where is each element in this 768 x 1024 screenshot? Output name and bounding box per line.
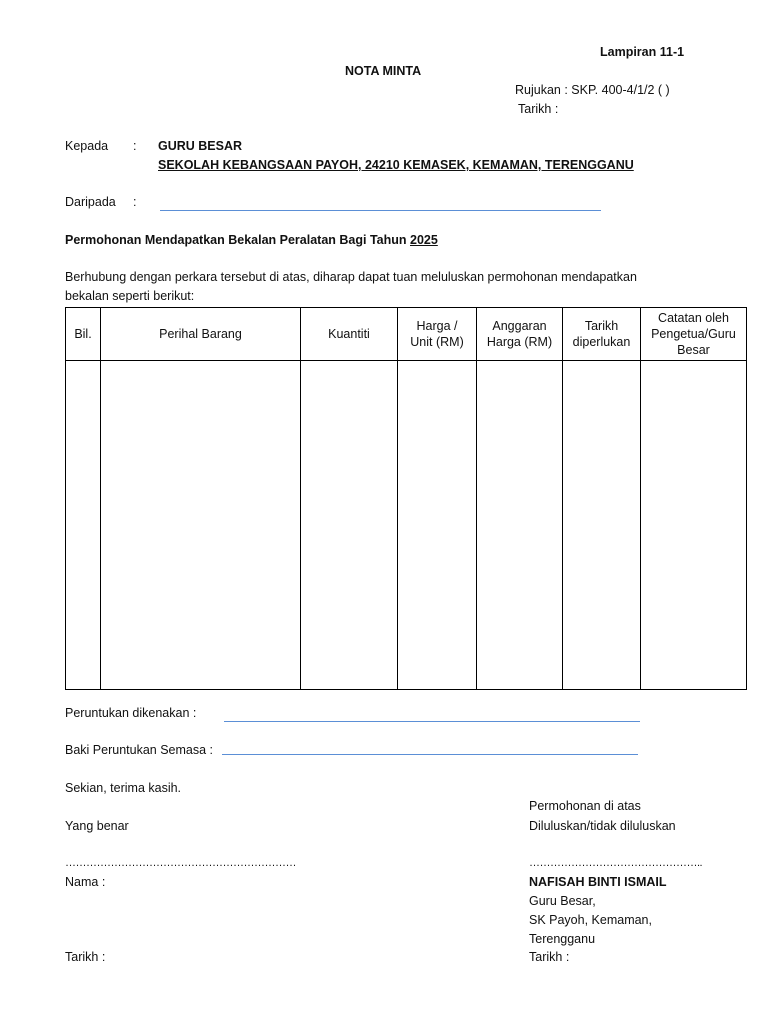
cell-anggaran-harga[interactable] xyxy=(477,361,563,690)
approver-name: NAFISAH BINTI ISMAIL xyxy=(529,875,667,889)
column-header-tarikh-diperlukan: Tarikh diperlukan xyxy=(563,308,641,361)
column-header-anggaran-harga: Anggaran Harga (RM) xyxy=(477,308,563,361)
cell-kuantiti[interactable] xyxy=(301,361,398,690)
closing-signoff: Yang benar xyxy=(65,819,129,833)
daripada-label: Daripada xyxy=(65,195,116,209)
cell-tarikh-diperlukan[interactable] xyxy=(563,361,641,690)
subject-line xyxy=(65,232,438,248)
baki-peruntukan-fill-line[interactable] xyxy=(222,754,638,755)
recipient-address: SEKOLAH KEBANGSAAN PAYOH, 24210 KEMASEK, KEMAMAN, TERENGGANU xyxy=(158,158,634,172)
baki-peruntukan-label: Baki Peruntukan Semasa : xyxy=(65,743,213,757)
reference-number: Rujukan : SKP. 400-4/1/2 ( ) xyxy=(515,83,670,97)
closing-greeting: Sekian, terima kasih. xyxy=(65,781,182,795)
approval-line-2: Diluluskan/tidak diluluskan xyxy=(529,819,676,833)
column-header-catatan: Catatan oleh Pengetua/Guru Besar xyxy=(641,308,747,361)
column-header-bil: Bil. xyxy=(66,308,101,361)
table-header-row xyxy=(66,308,747,361)
cell-perihal-barang[interactable] xyxy=(101,361,301,690)
cell-catatan[interactable] xyxy=(641,361,747,690)
nama-label: Nama : xyxy=(65,875,106,889)
tarikh-label-left: Tarikh : xyxy=(65,950,106,964)
subject-year: 2025 xyxy=(410,233,438,247)
body-line-2: bekalan seperti berikut: xyxy=(65,289,195,303)
approver-school: SK Payoh, Kemaman, xyxy=(529,913,652,927)
daripada-fill-line[interactable] xyxy=(160,210,601,211)
document-title: NOTA MINTA xyxy=(345,64,422,78)
signature-dots-right: ………………………………………….. xyxy=(529,857,703,869)
cell-bil[interactable] xyxy=(66,361,101,690)
daripada-colon: : xyxy=(133,195,137,209)
column-header-perihal-barang: Perihal Barang xyxy=(101,308,301,361)
kepada-colon: : xyxy=(133,139,137,153)
body-line-1: Berhubung dengan perkara tersebut di atas, diharap dapat tuan meluluskan permohonan mendapatkan xyxy=(65,270,637,284)
column-header-kuantiti: Kuantiti xyxy=(301,308,398,361)
peruntukan-label: Peruntukan dikenakan : xyxy=(65,706,197,720)
cell-harga-unit[interactable] xyxy=(398,361,477,690)
recipient-title: GURU BESAR xyxy=(158,139,243,153)
peruntukan-fill-line[interactable] xyxy=(224,721,640,722)
approver-state: Terengganu xyxy=(529,932,596,946)
table-body-row xyxy=(66,361,747,690)
lampiran-label: Lampiran 11-1 xyxy=(600,45,685,59)
kepada-label: Kepada xyxy=(65,139,109,153)
approver-role: Guru Besar, xyxy=(529,894,596,908)
signature-dots-left: ………………………………………………………… xyxy=(65,857,296,869)
request-table xyxy=(65,307,747,690)
subject-text: Permohonan Mendapatkan Bekalan Peralatan Bagi Tahun xyxy=(65,233,410,247)
header-date-label: Tarikh : xyxy=(518,102,559,116)
approval-line-1: Permohonan di atas xyxy=(529,799,641,813)
tarikh-label-right: Tarikh : xyxy=(529,950,570,964)
column-header-harga-unit: Harga / Unit (RM) xyxy=(398,308,477,361)
